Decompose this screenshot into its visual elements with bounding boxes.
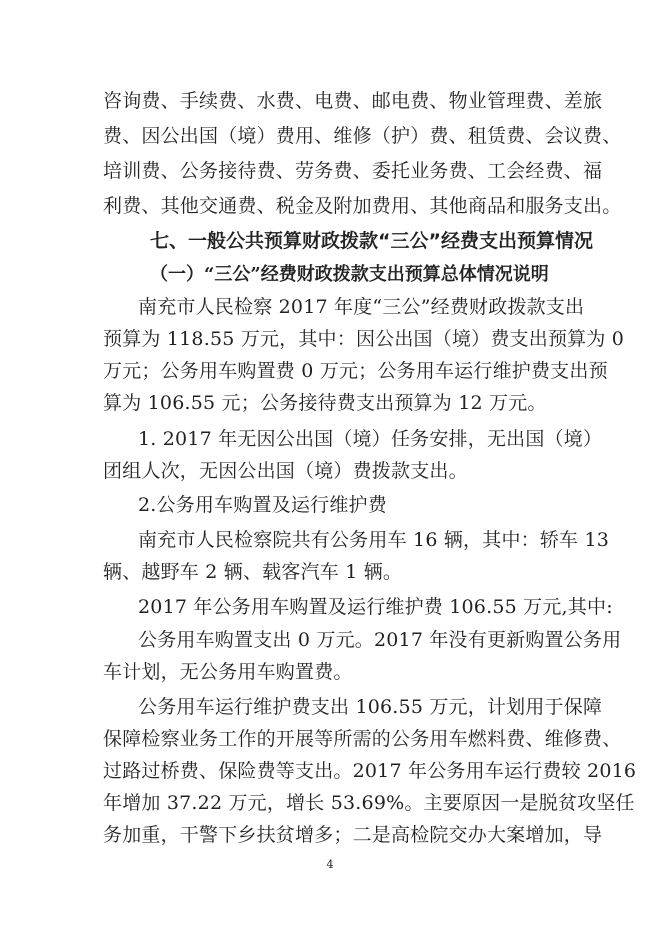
section-heading: 七、一般公共预算财政拨款“三公”经费支出预算情况 (150, 230, 593, 252)
paragraph-line: 车计划，无公务用车购置费。 (103, 661, 353, 683)
paragraph-line: 预算为 118.55 万元，其中：因公出国（境）费支出预算为 0 (103, 328, 625, 350)
subsection-heading: （一）“三公”经费财政拨款支出预算总体情况说明 (150, 264, 549, 285)
paragraph-line: 万元；公务用车购置费 0 万元；公务用车运行维护费支出预 (103, 360, 608, 382)
paragraph-line: 保障检察业务工作的开展等所需的公务用车燃料费、维修费、 (103, 728, 622, 750)
text-line: 费、因公出国（境）费用、维修（护）费、租赁费、会议费、 (103, 125, 622, 147)
paragraph-line: 算为 106.55 元；公务接待费支出预算为 12 万元。 (103, 392, 547, 414)
text-line: 培训费、公务接待费、劳务费、委托业务费、工会经费、福 (103, 160, 603, 182)
paragraph-line: 团组人次，无因公出国（境）费拨款支出。 (103, 460, 468, 482)
paragraph-line: 辆、越野车 2 辆、载客汽车 1 辆。 (103, 561, 403, 583)
paragraph-line: 南充市人民检察院共有公务用车 16 辆，其中：轿车 13 (138, 529, 610, 551)
paragraph-line: 1. 2017 年无因公出国（境）任务安排，无出国（境） (138, 428, 603, 450)
paragraph-line: 过路过桥费、保险费等支出。2017 年公务用车运行费较 2016 (103, 760, 637, 782)
text-line: 利费、其他交通费、税金及附加费用、其他商品和服务支出。 (103, 195, 622, 217)
page-number: 4 (326, 858, 334, 871)
paragraph-line: 年增加 37.22 万元，增长 53.69%。主要原因一是脱贫攻坚任 (103, 792, 635, 814)
paragraph-line: 公务用车运行维护费支出 106.55 万元，计划用于保障 (138, 696, 603, 718)
paragraph-line: 公务用车购置支出 0 万元。2017 年没有更新购置公务用 (138, 629, 622, 651)
text-line: 咨询费、手续费、水费、电费、邮电费、物业管理费、差旅 (103, 90, 603, 112)
paragraph-line: 2.公务用车购置及运行维护费 (138, 494, 387, 516)
paragraph-line: 2017 年公务用车购置及运行维护费 106.55 万元,其中: (138, 596, 613, 618)
paragraph-line: 南充市人民检察 2017 年度“三公”经费财政拨款支出 (138, 296, 585, 318)
paragraph-line: 务加重，干警下乡扶贫增多；二是高检院交办大案增加，导 (103, 824, 603, 846)
